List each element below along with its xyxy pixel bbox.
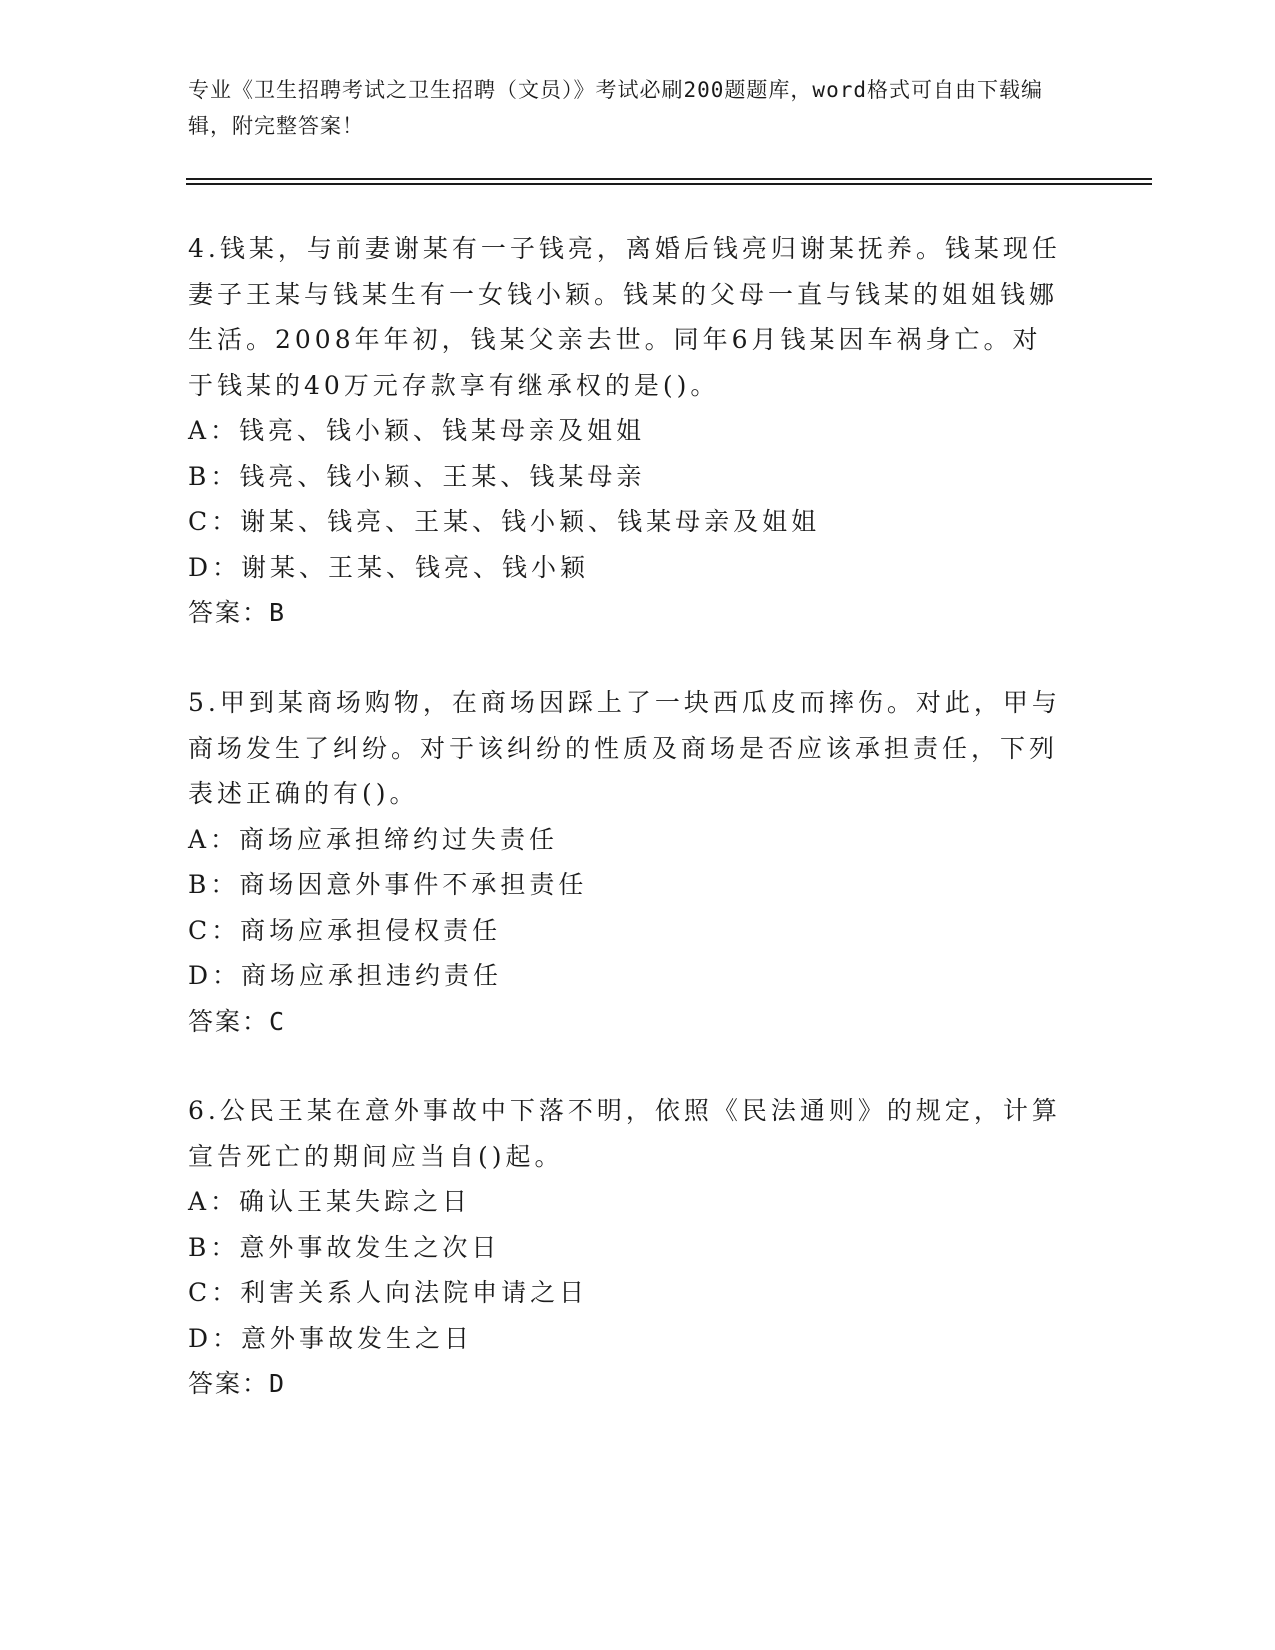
header-rule-top bbox=[186, 178, 1152, 180]
answer: 答案：D bbox=[188, 1369, 287, 1398]
question-5 bbox=[188, 680, 1068, 1044]
option-d: D：商场应承担违约责任 bbox=[188, 961, 503, 990]
option-d: D：意外事故发生之日 bbox=[188, 1323, 474, 1353]
question-6 bbox=[188, 1088, 1068, 1407]
answer: 答案：B bbox=[188, 598, 287, 627]
option-c: C：谢某、钱亮、王某、钱小颖、钱某母亲及姐姐 bbox=[188, 507, 821, 536]
option-a: A：确认王某失踪之日 bbox=[188, 1187, 472, 1216]
option-a: A：钱亮、钱小颖、钱某母亲及姐姐 bbox=[188, 416, 646, 445]
option-a: A：商场应承担缔约过失责任 bbox=[188, 824, 559, 854]
question-stem: 4.钱某，与前妻谢某有一子钱亮，离婚后钱亮归谢某抚养。钱某现任妻子王某与钱某生有一女钱小颖。钱某的父母一直与钱某的姐姐钱娜生活。2008年年初，钱某父亲去世。同年6月钱某因车祸身亡。对于钱某的40万元存款享有继承权的是()。 bbox=[188, 234, 1061, 400]
question-stem: 5.甲到某商场购物，在商场因踩上了一块西瓜皮而摔伤。对此，甲与商场发生了纠纷。对于该纠纷的性质及商场是否应该承担责任，下列表述正确的有()。 bbox=[188, 688, 1061, 808]
document-header: 专业《卫生招聘考试之卫生招聘（文员）》考试必刷200题题库，word格式可自由下载编辑，附完整答案！ bbox=[188, 78, 1043, 138]
question-4 bbox=[188, 226, 1068, 636]
header-rule-bottom bbox=[186, 183, 1152, 185]
option-d: D：谢某、王某、钱亮、钱小颖 bbox=[188, 552, 590, 582]
option-b: B：意外事故发生之次日 bbox=[188, 1232, 501, 1262]
option-b: B：钱亮、钱小颖、王某、钱某母亲 bbox=[188, 461, 646, 491]
question-stem: 6.公民王某在意外事故中下落不明，依照《民法通则》的规定，计算宣告死亡的期间应当自()起。 bbox=[188, 1096, 1061, 1171]
option-c: C：商场应承担侵权责任 bbox=[188, 915, 502, 945]
option-c: C：利害关系人向法院申请之日 bbox=[188, 1278, 589, 1307]
option-b: B：商场因意外事件不承担责任 bbox=[188, 870, 588, 899]
answer: 答案：C bbox=[188, 1006, 287, 1036]
